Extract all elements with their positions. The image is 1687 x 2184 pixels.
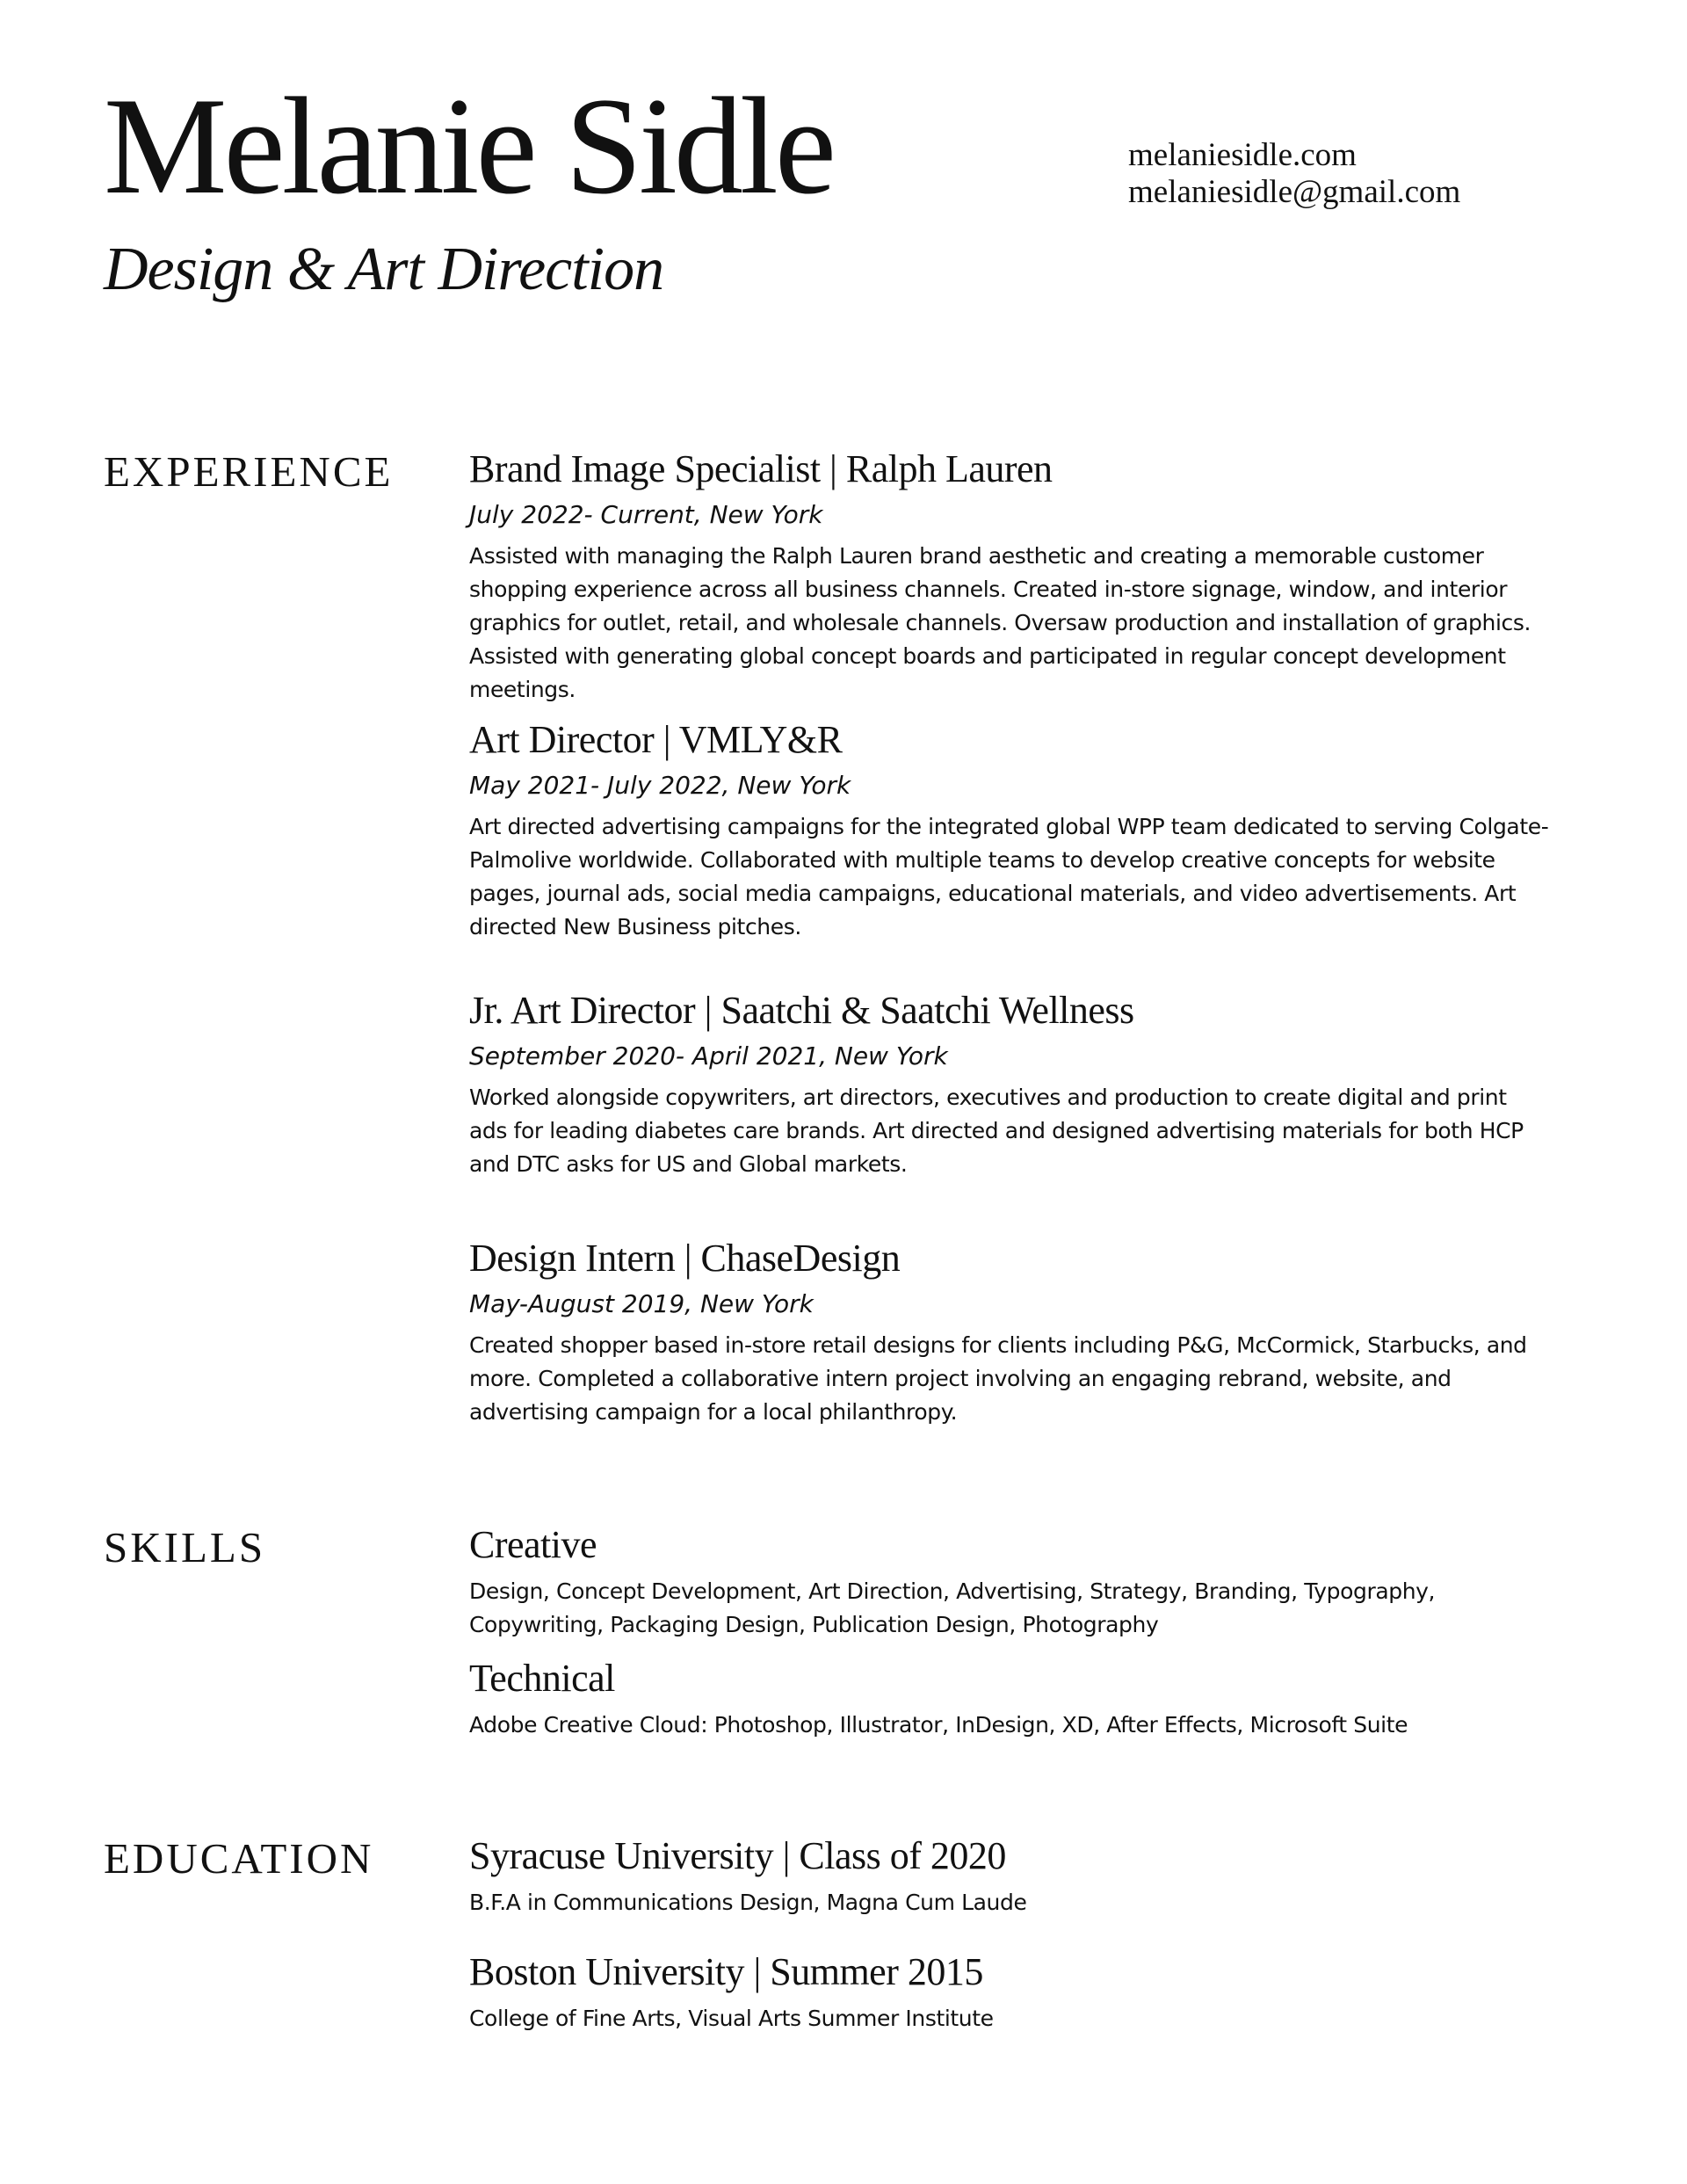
education-heading: EDUCATION xyxy=(104,1834,374,1883)
education-description: B.F.A in Communications Design, Magna Cum Laude xyxy=(469,1890,1027,1915)
education-title: Syracuse University | Class of 2020 xyxy=(469,1834,1006,1877)
experience-entry-chasedesign xyxy=(469,1239,1550,1429)
education-entry-syracuse xyxy=(469,1834,1550,1919)
experience-title: Design Intern | ChaseDesign xyxy=(469,1237,901,1280)
resume-name: Melanie Sidle xyxy=(104,69,833,223)
experience-title: Jr. Art Director | Saatchi & Saatchi Wellness xyxy=(469,989,1134,1032)
experience-date: September 2020- April 2021, New York xyxy=(469,1041,948,1070)
skills-title: Creative xyxy=(469,1523,597,1566)
experience-title: Art Director | VMLY&R xyxy=(469,718,843,761)
resume-tagline: Design & Art Direction xyxy=(104,236,664,303)
experience-date: May 2021- July 2022, New York xyxy=(469,771,851,800)
skills-description: Design, Concept Development, Art Direction, Advertising, Strategy, Branding, Typography, Copywriting, Packaging Design, Publication Design, Photography xyxy=(469,1578,1436,1637)
email-link[interactable]: melaniesidle@gmail.com xyxy=(1128,174,1461,210)
skills-heading: SKILLS xyxy=(104,1523,266,1571)
education-entry-boston xyxy=(469,1950,1550,2035)
skills-title: Technical xyxy=(469,1657,615,1700)
skills-entry-creative xyxy=(469,1523,1550,1642)
experience-date: July 2022- Current, New York xyxy=(469,500,823,529)
experience-entry-vmlyr xyxy=(469,718,1550,944)
experience-date: May-August 2019, New York xyxy=(469,1289,814,1318)
experience-description: Created shopper based in-store retail designs for clients including P&G, McCormick, Starbucks, and more. Completed a collaborative intern project involving an engaging rebrand, website, and advertising campaign for a local philanthropy. xyxy=(469,1332,1527,1425)
skills-description: Adobe Creative Cloud: Photoshop, Illustrator, InDesign, XD, After Effects, Microsoft Suite xyxy=(469,1712,1408,1738)
experience-heading: EXPERIENCE xyxy=(104,447,394,496)
experience-description: Art directed advertising campaigns for the integrated global WPP team dedicated to serving Colgate-Palmolive worldwide. Collaborated with multiple teams to develop creative concepts for website pages, journal ads, social media campaigns, educational materials, and video advertisements. Art directed New Business pitches. xyxy=(469,814,1549,940)
website-link[interactable]: melaniesidle.com xyxy=(1128,137,1357,173)
experience-title: Brand Image Specialist | Ralph Lauren xyxy=(469,447,1053,490)
experience-description: Worked alongside copywriters, art directors, executives and production to create digital and print ads for leading diabetes care brands. Art directed and designed advertising materials for both HCP and DTC asks for US and Global markets. xyxy=(469,1085,1524,1177)
contact-block xyxy=(1128,137,1460,211)
experience-description: Assisted with managing the Ralph Lauren brand aesthetic and creating a memorable customer shopping experience across all business channels. Created in-store signage, window, and interior graphics for outlet, retail, and wholesale channels. Oversaw production and installation of graphics. Assisted with generating global concept boards and participated in regular concept development meetings. xyxy=(469,543,1531,702)
experience-entry-saatchi xyxy=(469,991,1550,1181)
education-title: Boston University | Summer 2015 xyxy=(469,1950,983,1993)
skills-entry-technical xyxy=(469,1659,1550,1742)
education-description: College of Fine Arts, Visual Arts Summer Institute xyxy=(469,2006,994,2031)
experience-entry-ralph-lauren xyxy=(469,447,1550,707)
